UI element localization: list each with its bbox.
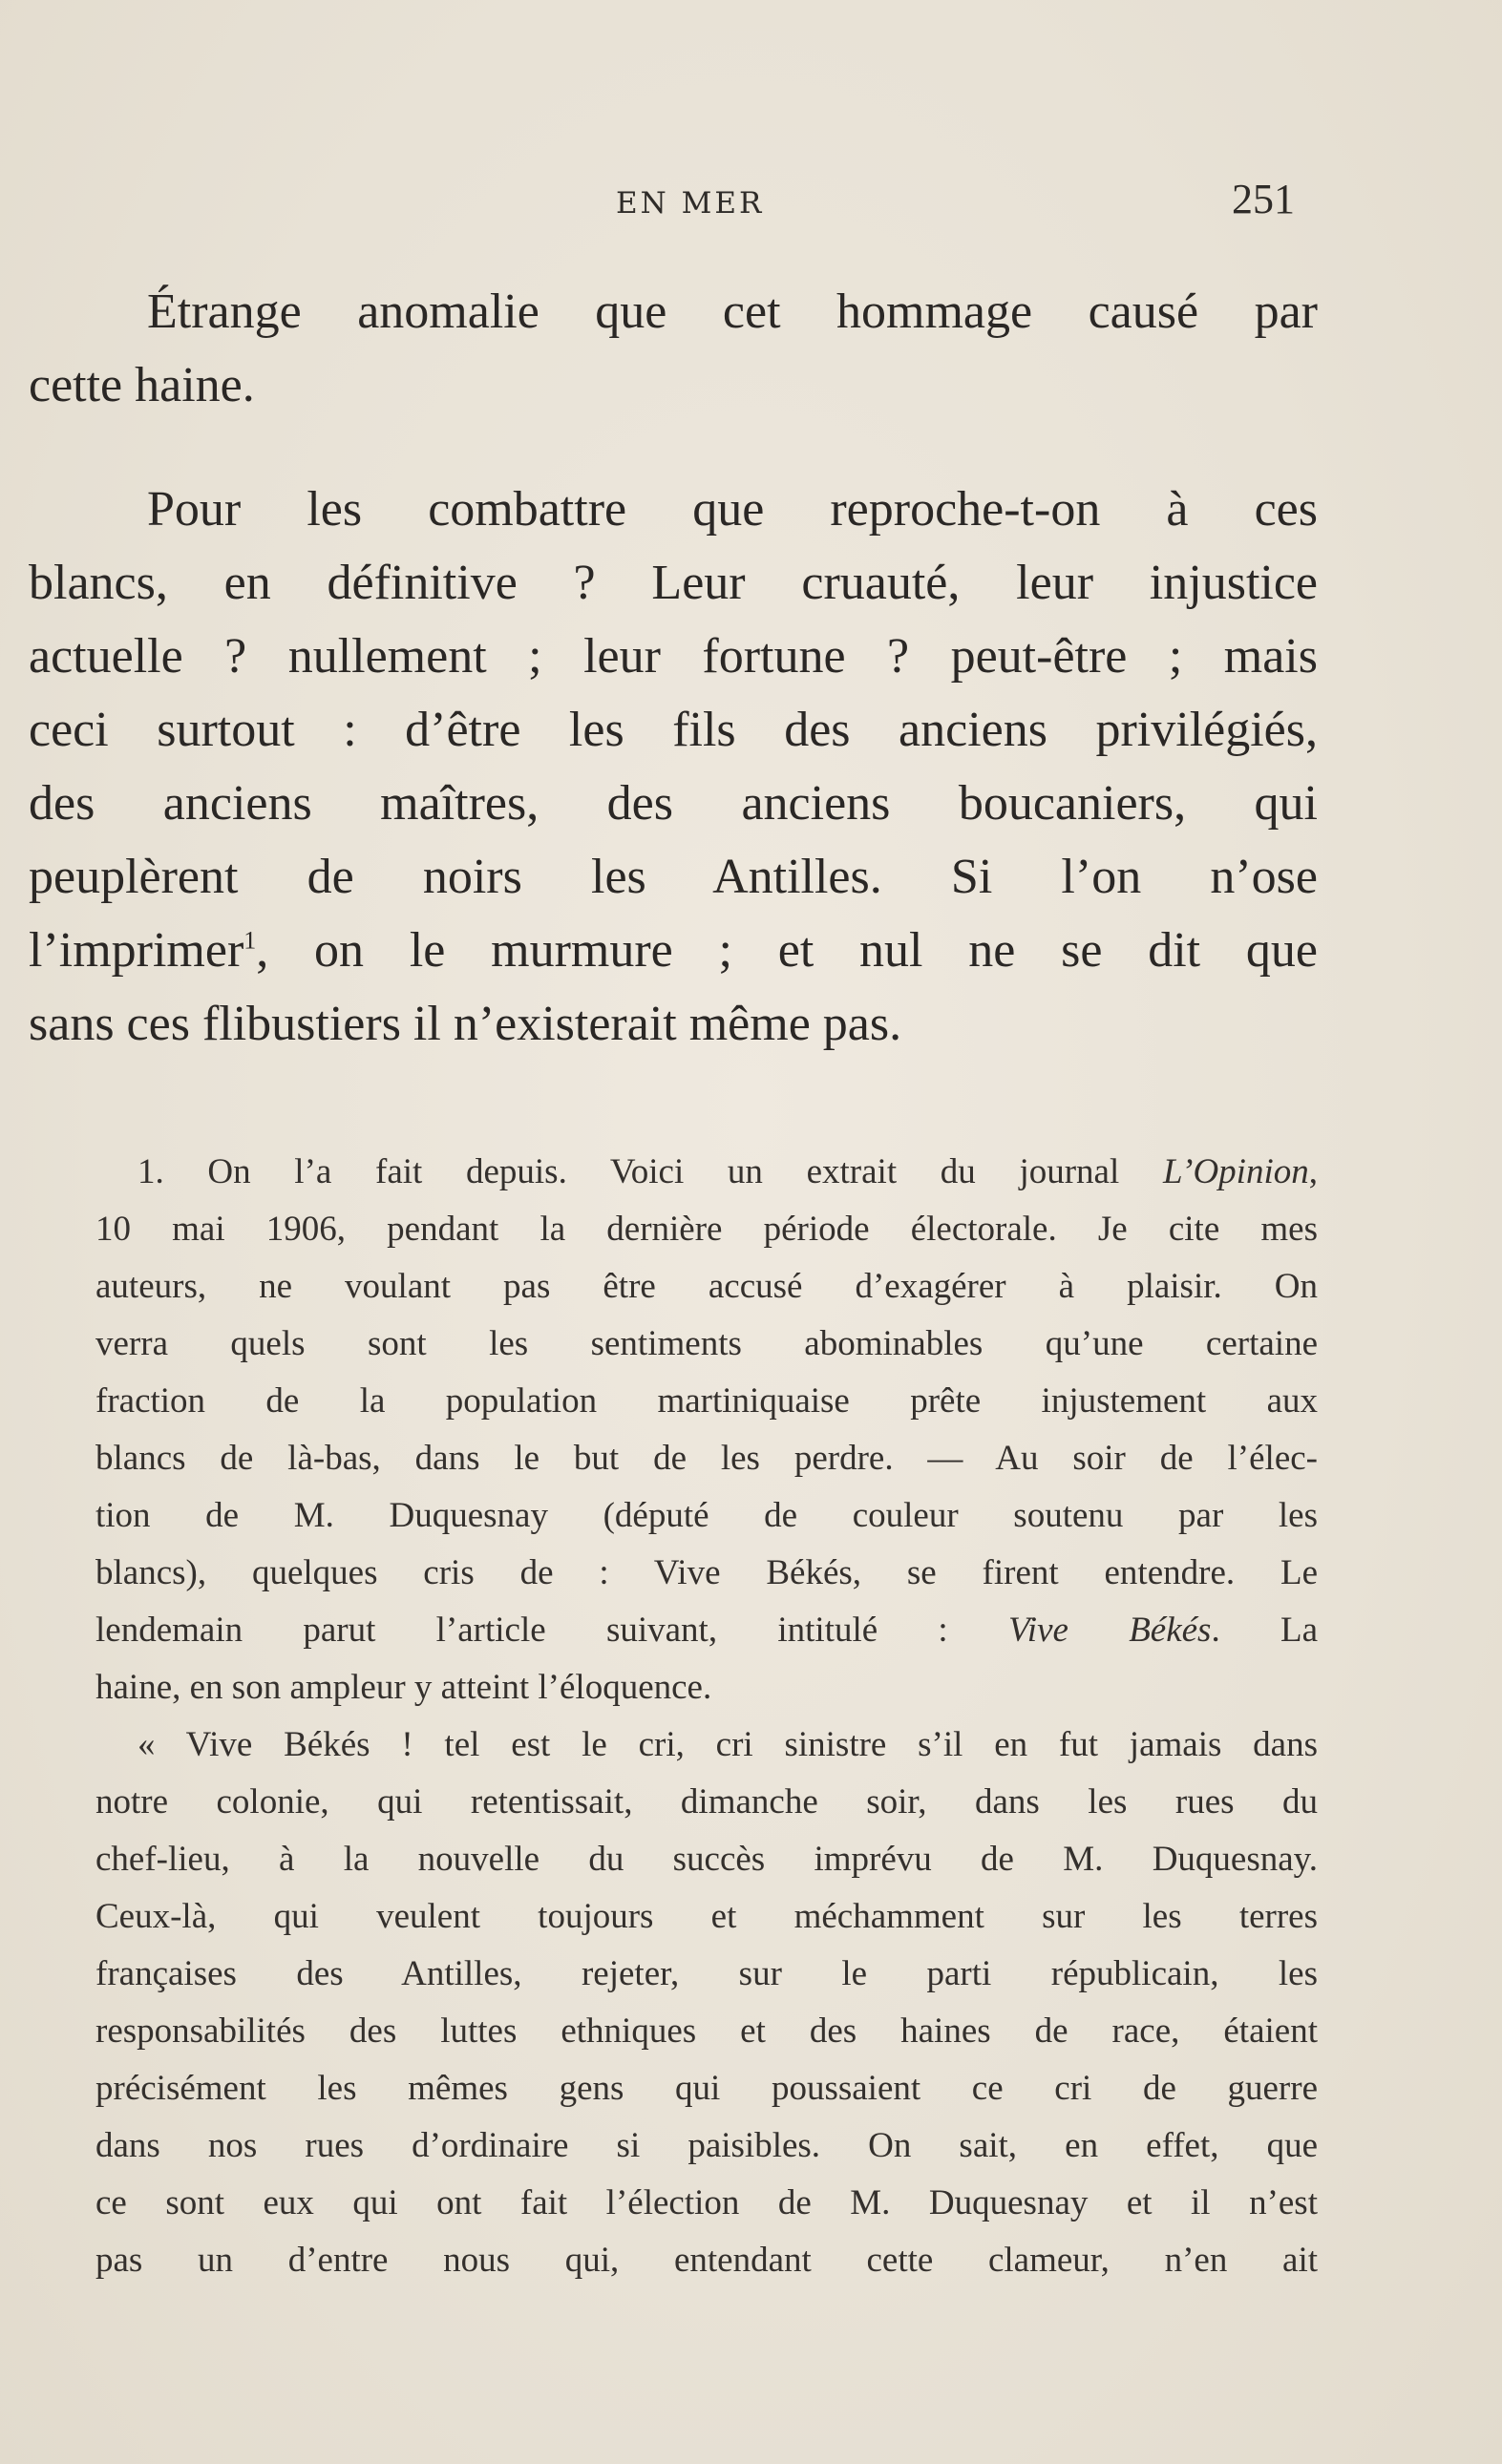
running-head — [0, 176, 1502, 228]
journal-title: L’Opinion — [1162, 1152, 1309, 1191]
text-line — [29, 914, 1318, 987]
text-fragment: . La — [1211, 1611, 1319, 1650]
footnote-paragraph-1 — [95, 1144, 1318, 1716]
text-line: haine, en son ampleur y atteint l’éloquence. — [95, 1668, 712, 1707]
footnote-marker: 1 — [243, 926, 257, 955]
text-line: 10 mai 1906, pendant la dernière période électorale. Je cite mes — [95, 1210, 1318, 1249]
text-line: fraction de la population martiniquaise prête injustement aux — [95, 1381, 1318, 1421]
text-line: dans nos rues d’ordinaire si paisibles. On sait, en effet, que — [95, 2126, 1318, 2165]
text-fragment: l’imprimer — [29, 923, 244, 978]
text-line — [95, 1602, 1318, 1659]
text-line: pas un d’entre nous qui, entendant cette clameur, n’en ait — [95, 2241, 1318, 2280]
page-number: 251 — [1232, 176, 1295, 222]
text-line: tion de M. Duquesnay (député de couleur soutenu par les — [95, 1496, 1318, 1535]
text-line: notre colonie, qui retentissait, dimanche soir, dans les rues du — [95, 1782, 1318, 1822]
text-fragment: 1. On l’a fait depuis. Voici un extrait du journal — [138, 1152, 1163, 1191]
paragraph-2 — [29, 473, 1318, 1061]
text-line: actuelle ? nullement ; leur fortune ? peut-être ; mais — [29, 629, 1318, 684]
text-line: blancs de là-bas, dans le but de les perdre. — Au soir de l’élec- — [95, 1439, 1318, 1478]
text-line: verra quels sont les sentiments abominables qu’une certaine — [95, 1324, 1318, 1363]
text-line: responsabilités des luttes ethniques et des haines de race, étaient — [95, 2011, 1318, 2051]
running-title: EN MER — [616, 186, 765, 221]
text-line: ce sont eux qui ont fait l’élection de M. Duquesnay et il n’est — [95, 2183, 1318, 2222]
text-fragment: , on le murmure ; et nul ne se dit que — [256, 923, 1318, 978]
text-line — [95, 1144, 1318, 1201]
text-line: chef-lieu, à la nouvelle du succès imprévu de M. Duquesnay. — [95, 1840, 1318, 1879]
footnote-paragraph-2 — [95, 1716, 1318, 2289]
text-line: Pour les combattre que reproche-t-on à ces — [147, 482, 1318, 537]
text-line: auteurs, ne voulant pas être accusé d’exagérer à plaisir. On — [95, 1267, 1318, 1306]
text-fragment: lendemain parut l’article suivant, intitulé : — [95, 1611, 1008, 1650]
text-line: cette haine. — [29, 358, 255, 412]
text-line: françaises des Antilles, rejeter, sur le parti républicain, les — [95, 1954, 1318, 1993]
text-line: Étrange anomalie que cet hommage causé par — [147, 284, 1318, 339]
text-line: « Vive Békés ! tel est le cri, cri sinistre s’il en fut jamais dans — [138, 1725, 1318, 1764]
text-fragment: , — [1308, 1152, 1318, 1191]
text-line: blancs, en définitive ? Leur cruauté, leur injustice — [29, 556, 1318, 610]
text-line: des anciens maîtres, des anciens boucaniers, qui — [29, 776, 1318, 831]
text-line: Ceux-là, qui veulent toujours et méchamment sur les terres — [95, 1897, 1318, 1936]
text-line: ceci surtout : d’être les fils des anciens privilégiés, — [29, 703, 1318, 757]
text-line: précisément les mêmes gens qui poussaient ce cri de guerre — [95, 2069, 1318, 2108]
text-line: blancs), quelques cris de : Vive Békés, se firent entendre. Le — [95, 1553, 1318, 1592]
text-line: sans ces flibustiers il n’existerait même pas. — [29, 997, 902, 1051]
main-text — [29, 275, 1318, 1061]
paragraph-1 — [29, 275, 1318, 422]
article-title: Vive Békés — [1007, 1611, 1212, 1650]
text-line: peuplèrent de noirs les Antilles. Si l’on n’ose — [29, 850, 1318, 904]
footnote — [95, 1144, 1318, 2289]
